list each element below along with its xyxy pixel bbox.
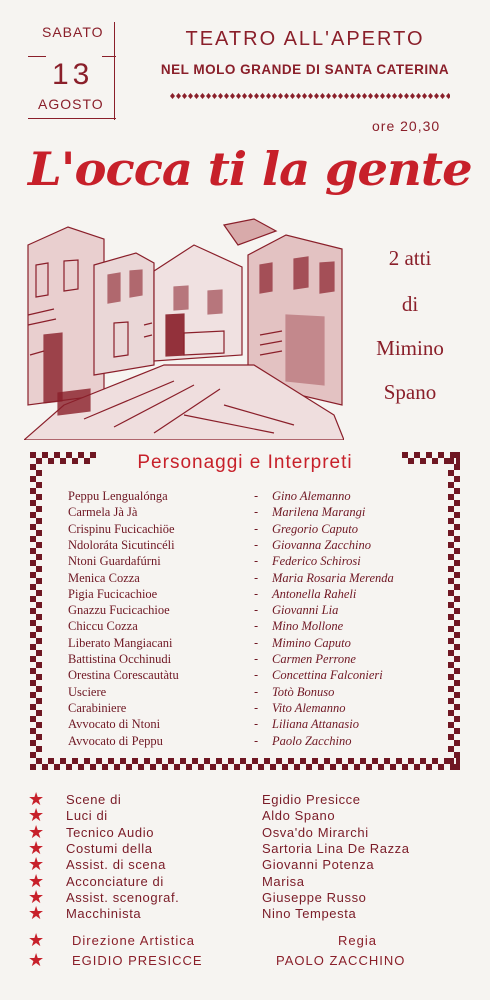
star-icon: ★ xyxy=(28,821,45,842)
actor-name: Totò Bonuso xyxy=(272,684,335,699)
crew-name: Aldo Spano xyxy=(262,808,336,824)
direction-name: EGIDIO PRESICCE xyxy=(72,953,203,968)
separator-dash: - xyxy=(254,635,259,650)
date-border xyxy=(28,118,116,119)
author-last-name: Spano xyxy=(383,380,437,404)
crew-role: Assist. scenograf. xyxy=(66,889,180,905)
character-name: Peppu Lengualónga xyxy=(68,489,168,503)
character-name: Crispinu Fucicachiöe xyxy=(68,521,175,536)
by-text: di xyxy=(401,292,419,316)
actor-name: Giovanni Lia xyxy=(272,603,339,618)
crew-row xyxy=(0,903,490,924)
character-name: Gnazzu Fucicachioe xyxy=(68,603,170,618)
crew-role: Tecnico Audio xyxy=(66,824,155,840)
show-title: L'occa ti la gente xyxy=(28,143,472,197)
cast-row xyxy=(68,571,448,587)
date-box xyxy=(28,22,116,120)
separator-dash: - xyxy=(254,489,259,503)
crew-name: Sartoria Lina De Razza xyxy=(262,840,410,856)
date-divider xyxy=(28,56,46,57)
crew-row xyxy=(0,886,490,907)
character-name: Liberato Mangiacani xyxy=(68,635,173,650)
day-name: SABATO xyxy=(42,24,104,40)
crew-row xyxy=(0,805,490,826)
crew-role: Luci di xyxy=(66,808,108,824)
separator-dash: - xyxy=(254,586,259,601)
star-icon: ★ xyxy=(28,886,45,907)
cast-row xyxy=(68,619,448,635)
star-icon: ★ xyxy=(28,870,45,891)
cast-row xyxy=(68,668,448,684)
crew-name: Egidio Presicce xyxy=(262,792,361,807)
star-icon: ★ xyxy=(28,903,45,924)
separator-dash: - xyxy=(254,505,259,520)
cast-row xyxy=(68,505,448,521)
separator-dash: - xyxy=(254,537,259,552)
character-name: Orestina Corescautàtu xyxy=(68,668,179,683)
crew-name: Osva'do Mirarchi xyxy=(262,824,369,840)
crew-row xyxy=(0,821,490,842)
cast-row xyxy=(68,636,448,652)
cast-row xyxy=(68,717,448,733)
star-icon: ★ xyxy=(28,854,45,875)
crew-name: Marisa xyxy=(262,873,305,889)
actor-name: Gregorio Caputo xyxy=(272,521,358,536)
character-name: Avvocato di Peppu xyxy=(68,733,163,748)
star-icon: ★ xyxy=(28,837,45,858)
actor-name: Federico Schirosi xyxy=(272,554,361,569)
separator-dash: - xyxy=(254,554,259,569)
cast-row xyxy=(68,538,448,554)
crew-row xyxy=(0,854,490,875)
character-name: Ntoni Guardafúrni xyxy=(68,554,161,569)
cast-row xyxy=(68,554,448,570)
cast-row xyxy=(68,701,448,717)
venue-title: TEATRO ALL'APERTO xyxy=(185,28,425,50)
crew-role: Costumi della xyxy=(66,840,153,856)
character-name: Battistina Occhinudi xyxy=(68,652,172,666)
cast-row xyxy=(68,652,448,668)
separator-dash: - xyxy=(254,717,259,732)
character-name: Carmela Jà Jà xyxy=(68,505,138,520)
separator-dash: - xyxy=(254,668,259,683)
village-street-sketch-icon xyxy=(24,205,344,440)
character-name: Pigia Fucicachioe xyxy=(68,586,158,601)
star-icon: ★ xyxy=(28,950,45,970)
actor-name: Paolo Zacchino xyxy=(272,733,352,748)
character-name: Ndoloráta Sicutincéli xyxy=(68,537,175,552)
star-icon: ★ xyxy=(28,789,45,809)
separator-dash: - xyxy=(254,603,259,618)
separator-dash: - xyxy=(254,700,259,715)
actor-name: Vito Alemanno xyxy=(272,700,346,715)
star-icon: ★ xyxy=(28,930,45,950)
cast-row xyxy=(68,489,448,505)
venue-location: NEL MOLO GRANDE DI SANTA CATERINA xyxy=(160,62,450,77)
crew-name: Giuseppe Russo xyxy=(262,889,367,905)
cast-row xyxy=(68,734,448,750)
separator-dash: - xyxy=(254,733,259,748)
cast-row xyxy=(68,587,448,603)
crew-role: Acconciature di xyxy=(66,873,164,889)
regia-name: PAOLO ZACCHINO xyxy=(276,953,406,968)
author-first-name: Mimino xyxy=(376,336,444,360)
direction-label: Direzione Artistica xyxy=(72,933,196,948)
crew-role: Scene di xyxy=(66,792,122,807)
cast-row xyxy=(68,522,448,538)
crew-row xyxy=(0,870,490,891)
show-time: ore 20,30 xyxy=(372,118,441,134)
actor-name: Maria Rosaria Merenda xyxy=(272,570,394,585)
crew-role: Macchinista xyxy=(66,906,142,922)
crew-role: Assist. di scena xyxy=(66,857,166,873)
separator-dash: - xyxy=(254,521,259,536)
crew-row xyxy=(0,837,490,858)
character-name: Usciere xyxy=(68,684,107,699)
character-name: Carabiniere xyxy=(68,700,127,715)
actor-name: Giovanna Zacchino xyxy=(272,537,371,552)
character-name: Chiccu Cozza xyxy=(68,619,138,634)
actor-name: Concettina Falconieri xyxy=(272,668,383,683)
character-name: Menica Cozza xyxy=(68,570,140,585)
date-border xyxy=(114,22,115,120)
cast-row xyxy=(68,603,448,619)
cast-heading: Personaggi e Interpreti xyxy=(137,452,353,473)
separator-dash: - xyxy=(254,619,259,634)
crew-row xyxy=(0,789,490,809)
crew-name: Giovanni Potenza xyxy=(262,857,375,873)
crew-name: Nino Tempesta xyxy=(262,906,357,922)
actor-name: Marilena Marangi xyxy=(272,505,366,520)
separator-dash: - xyxy=(254,570,259,585)
actor-name: Liliana Attanasio xyxy=(272,717,359,732)
actor-name: Mimino Caputo xyxy=(272,635,351,650)
day-number: 13 xyxy=(52,58,94,91)
actor-name: Gino Alemanno xyxy=(272,489,351,503)
actor-name: Mino Mollone xyxy=(272,619,344,634)
character-name: Avvocato di Ntoni xyxy=(68,717,161,732)
month: AGOSTO xyxy=(38,96,104,112)
cast-row xyxy=(68,685,448,701)
separator-dash: - xyxy=(254,684,259,699)
ornament-divider xyxy=(168,92,450,100)
acts-text: 2 atti xyxy=(388,246,432,270)
regia-label: Regia xyxy=(338,933,377,948)
separator-dash: - xyxy=(254,652,259,666)
star-icon: ★ xyxy=(28,805,45,826)
actor-name: Carmen Perrone xyxy=(272,652,356,666)
actor-name: Antonella Raheli xyxy=(272,586,357,601)
